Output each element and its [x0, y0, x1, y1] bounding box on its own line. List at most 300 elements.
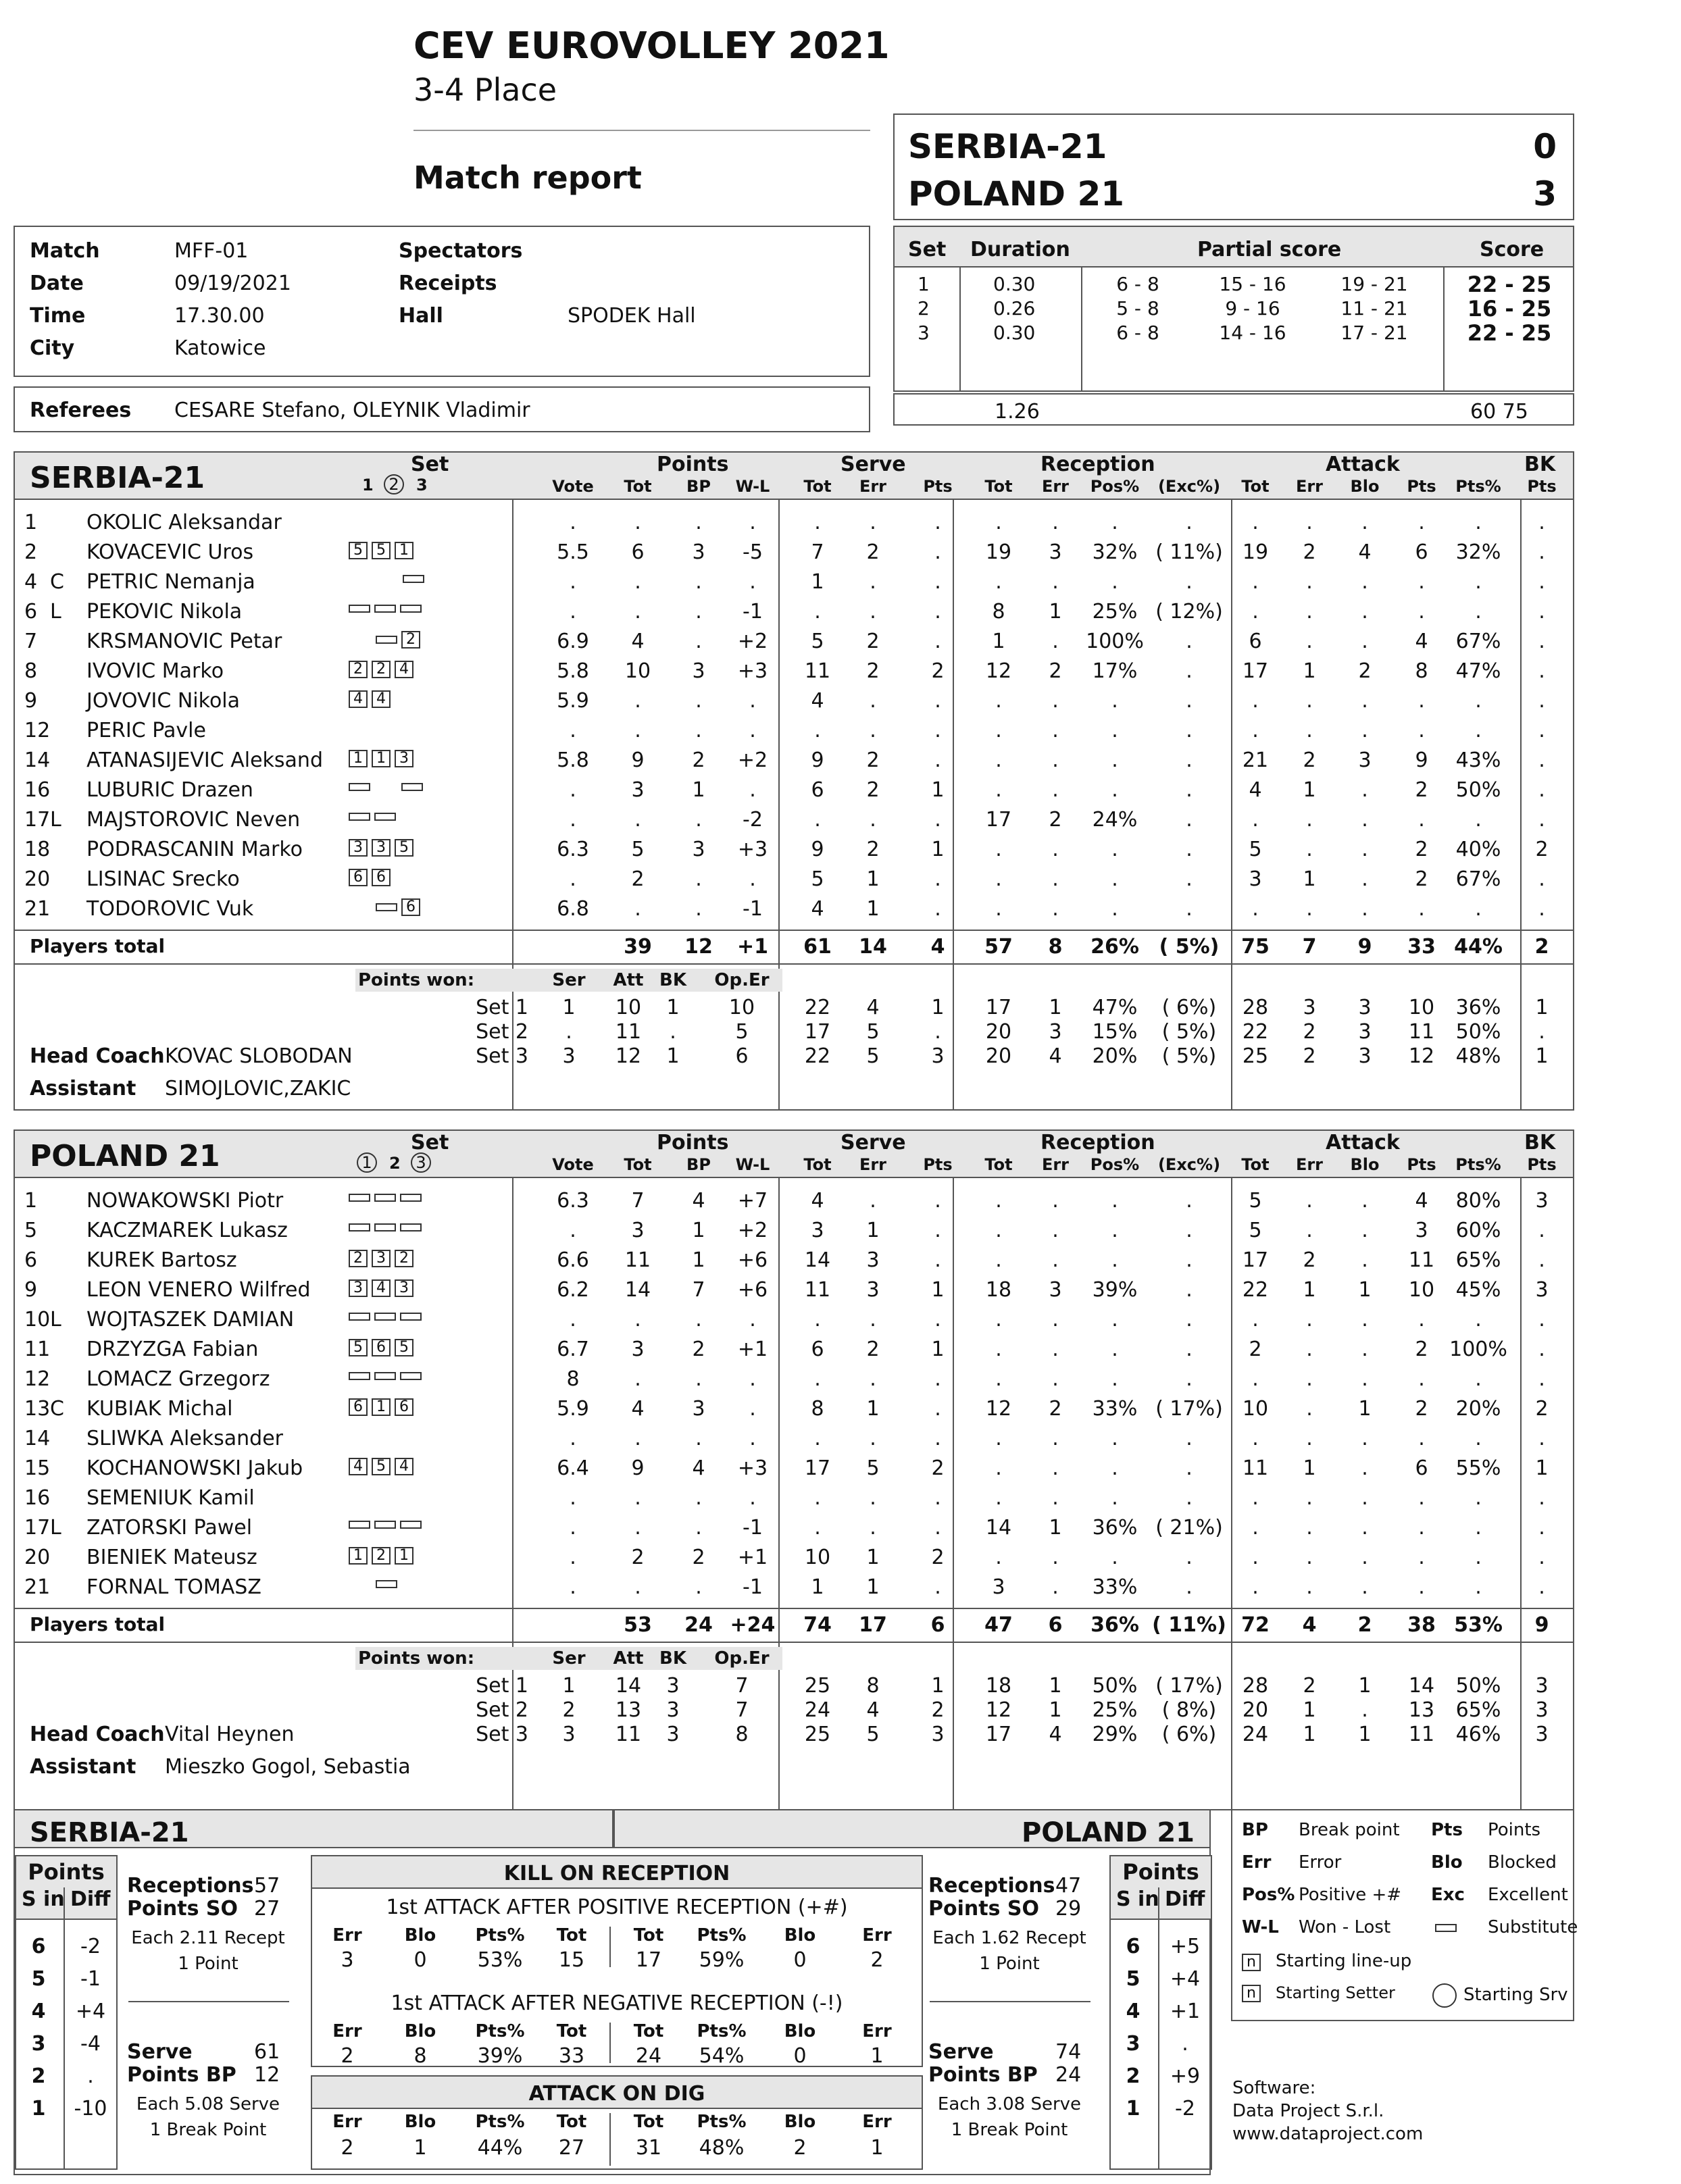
stat-cell: 4 [692, 1456, 705, 1480]
stat-cell: 67% [1455, 867, 1501, 891]
legend-lineup: Starting line-up [1276, 1951, 1412, 1971]
stat-cell: . [1361, 867, 1368, 891]
stat-cell: 1 [1303, 778, 1316, 802]
stat-cell: . [1538, 1367, 1545, 1391]
stat-cell: . [1306, 511, 1313, 534]
stat-cell: . [1052, 689, 1059, 713]
stat-cell: 6 [631, 540, 645, 564]
substitute-mark [349, 1372, 370, 1380]
kor-value: 54% [699, 2044, 745, 2068]
col-head-12: Err [1295, 1155, 1324, 1174]
player-name: TODOROVIC Vuk [86, 897, 254, 921]
stat-cell: . [1306, 570, 1313, 594]
player-set-positions [349, 1279, 418, 1297]
player-name: LOMACZ Grzegorz [86, 1367, 270, 1391]
stat-cell: -1 [743, 600, 763, 624]
stat-cell: 6 [1249, 630, 1262, 653]
rotation-position: 5 [372, 542, 391, 559]
stat-cell: . [695, 600, 702, 624]
set-stat-cell: 24 [804, 1698, 831, 1722]
stat-cell: 6 [1415, 1456, 1428, 1480]
stat-cell: . [1306, 1546, 1313, 1569]
player-name: OKOLIC Aleksandar [86, 511, 282, 534]
substitute-mark [349, 605, 370, 613]
stat-cell: . [1538, 659, 1545, 683]
player-number: 20 [24, 867, 51, 891]
player-name: KRSMANOVIC Petar [86, 630, 282, 653]
stat-cell: . [695, 1427, 702, 1450]
player-number: 5 [24, 1219, 38, 1242]
stat-cell: . [1252, 1516, 1259, 1540]
set-stat-cell: ( 5%) [1161, 1044, 1217, 1068]
rotation-diff: -1 [80, 1967, 101, 1991]
player-number: 17 [24, 808, 51, 832]
set-stat-cell: 25% [1092, 1698, 1138, 1722]
stat-cell: . [1361, 719, 1368, 742]
stat-cell: 32% [1092, 540, 1138, 564]
stat-cell: . [1475, 1516, 1482, 1540]
stat-cell: . [1538, 748, 1545, 772]
table-row [15, 897, 1573, 924]
assistant-name: Mieszko Gogol, Sebastia [165, 1755, 411, 1779]
player-number: 12 [24, 1367, 51, 1391]
rotation-position: 4 [372, 1279, 391, 1297]
empty-slot [349, 574, 372, 582]
set-stat-cell: 1 [1049, 1698, 1062, 1722]
aod-col-head: Blo [404, 2112, 436, 2132]
player-set-positions [349, 1488, 430, 1500]
stat-cell: 19 [985, 540, 1012, 564]
legend-desc: Substitute [1488, 1917, 1578, 1937]
kor-value: 53% [477, 1948, 523, 1972]
stat-cell: 1 [931, 838, 945, 861]
set-stat-cell: 4 [866, 1698, 880, 1722]
set-stat-cell: 5 [866, 1044, 880, 1068]
scoreboard-score-b: 3 [1533, 174, 1557, 213]
stat-cell: . [1475, 689, 1482, 713]
set-partial-3: 19 - 21 [1340, 273, 1408, 295]
set-partial-3: 11 - 21 [1340, 297, 1408, 320]
table-row [15, 1189, 1573, 1216]
kor-value: 15 [558, 1948, 585, 1972]
stat-cell: . [1361, 1219, 1368, 1242]
stat-cell: 5 [1249, 1189, 1262, 1213]
set-stat-cell: 46% [1455, 1723, 1501, 1746]
stat-cell: . [1186, 1248, 1193, 1272]
stat-cell: . [1186, 630, 1193, 653]
col-group-serve: Serve [840, 453, 906, 476]
stat-cell: 6.4 [557, 1456, 589, 1480]
points-won-head: Ser [552, 970, 586, 990]
set-row-label: Set 1 [476, 1674, 528, 1698]
total-cell: 6 [930, 1613, 945, 1637]
substitute-mark [349, 1194, 370, 1202]
totals-bottom-line [15, 963, 1573, 965]
kor-value: 24 [635, 2044, 662, 2068]
rotation-position: 4 [372, 690, 391, 708]
stat-cell: . [1538, 1308, 1545, 1331]
points-won-cell: 3 [666, 1723, 680, 1746]
stat-cell: . [1418, 1486, 1425, 1510]
player-role: L [50, 600, 61, 624]
kor-col-head: Err [332, 1925, 362, 1946]
stat-cell: . [1186, 1546, 1193, 1569]
stat-cell: 3 [1049, 540, 1062, 564]
rotation-position: 6 [401, 898, 420, 916]
legend-abbr: Pos% [1242, 1885, 1295, 1905]
set-duration: 0.30 [993, 322, 1036, 344]
set-stat-cell: 4 [1049, 1044, 1062, 1068]
aod-value: 2 [793, 2136, 807, 2160]
stat-cell: . [1252, 1308, 1259, 1331]
set-stat-cell: 5 [866, 1723, 880, 1746]
rotation-diff: +5 [1170, 1935, 1201, 1958]
player-set-positions [349, 661, 418, 678]
stat-cell: . [1252, 1427, 1259, 1450]
stat-cell: . [995, 867, 1002, 891]
stat-cell: . [570, 511, 576, 534]
stat-cell: . [570, 867, 576, 891]
player-set-positions [349, 809, 427, 822]
kor-col-head: Tot [633, 2021, 664, 2041]
set-stat-cell: 28 [1242, 1674, 1269, 1698]
stat-cell: 2 [931, 659, 945, 683]
player-number: 14 [24, 748, 51, 772]
stat-cell: 1 [1358, 1278, 1372, 1302]
aod-col-head: Pts% [475, 2112, 525, 2132]
rotation-diff: +1 [1170, 2000, 1201, 2023]
rotation-position: 5 [349, 1339, 368, 1356]
stat-cell: 5 [811, 630, 824, 653]
player-set-positions [349, 1220, 426, 1233]
rotation-position: 2 [395, 1250, 413, 1267]
player-number: 20 [24, 1546, 51, 1569]
rotation-position: 3 [395, 750, 413, 767]
stat-cell: 1 [866, 1219, 880, 1242]
match-date: 09/19/2021 [174, 272, 291, 295]
stat-cell: . [1252, 689, 1259, 713]
stat-cell: . [634, 1308, 641, 1331]
stat-cell: . [934, 1397, 941, 1421]
player-set-positions [349, 1369, 426, 1381]
referees-names: CESARE Stefano, OLEYNIK Vladimir [174, 399, 530, 422]
stat-cell: 2 [631, 1546, 645, 1569]
stat-cell: . [1361, 808, 1368, 832]
stat-cell: 17 [985, 808, 1012, 832]
rotation-position: 5 [395, 839, 413, 857]
stat-cell: . [1111, 748, 1118, 772]
stat-cell: . [870, 1516, 876, 1540]
stat-cell: . [1186, 808, 1193, 832]
rotation-number: 2 [1126, 2064, 1140, 2088]
stat-cell: . [1111, 1189, 1118, 1213]
stat-cell: . [695, 630, 702, 653]
serve-label: Serve [928, 2040, 994, 2064]
stat-cell: 6.8 [557, 897, 589, 921]
points-won-cell: 10 [728, 996, 755, 1019]
kor-value: 0 [793, 1948, 807, 1972]
set-stat-cell: 14 [1408, 1674, 1435, 1698]
points-won-head: Op.Er [714, 970, 770, 990]
col-head-16: Pts [1527, 477, 1557, 496]
stat-cell: . [695, 689, 702, 713]
stat-cell: 40% [1455, 838, 1501, 861]
stat-cell: . [1361, 1427, 1368, 1450]
stat-cell: . [1186, 748, 1193, 772]
each-recept-point: 1 Point [178, 1954, 239, 1974]
stat-cell: 8 [811, 1397, 824, 1421]
stat-cell: 4 [692, 1189, 705, 1213]
kor-col-head: Pts% [697, 1925, 747, 1946]
stat-cell: . [1186, 1575, 1193, 1599]
stat-cell: 5 [631, 838, 645, 861]
set-stat-cell: ( 17%) [1155, 1674, 1223, 1698]
sets-header-set: Set [908, 238, 947, 261]
stat-cell: . [1111, 778, 1118, 802]
stat-cell: . [1538, 1486, 1545, 1510]
points-won-cell: 3 [666, 1698, 680, 1722]
col-head-4: Tot [803, 477, 832, 496]
stat-cell: 1 [931, 778, 945, 802]
stat-cell: . [1538, 778, 1545, 802]
stat-cell: . [570, 1546, 576, 1569]
stat-cell: . [1186, 511, 1193, 534]
stat-cell: . [995, 1486, 1002, 1510]
receptions-value: 57 [254, 1874, 280, 1898]
points-won-cell: . [670, 1020, 676, 1044]
stat-cell: . [634, 897, 641, 921]
stat-cell: . [870, 1367, 876, 1391]
rotation-position: 6 [372, 869, 391, 886]
set-stat-cell: 65% [1455, 1698, 1501, 1722]
table-row [15, 540, 1573, 567]
aod-value: 1 [413, 2136, 427, 2160]
rotation-position: 3 [349, 839, 368, 857]
col-group-bk: BK [1524, 453, 1556, 476]
stat-cell: . [1186, 659, 1193, 683]
stat-cell: . [1186, 1456, 1193, 1480]
stat-cell: . [995, 570, 1002, 594]
table-row [15, 1278, 1573, 1305]
team-name: POLAND 21 [30, 1139, 220, 1173]
aod-col-head: Tot [556, 2112, 587, 2132]
stat-cell: +6 [737, 1248, 768, 1272]
empty-slot [349, 1579, 372, 1587]
stat-cell: . [1306, 1367, 1313, 1391]
total-cell: 7 [1302, 935, 1317, 959]
rotation-number: 4 [1126, 2000, 1140, 2023]
stat-cell: 6 [1415, 540, 1428, 564]
stat-cell: 2 [866, 659, 880, 683]
set-mark: 2 [389, 1154, 401, 1173]
stat-cell: . [1306, 1189, 1313, 1213]
set-stat-cell: 1 [931, 996, 945, 1019]
set-stat-cell: 15% [1092, 1020, 1138, 1044]
legend-abbr: Err [1242, 1852, 1272, 1873]
stat-cell: . [1306, 808, 1313, 832]
stat-cell: . [1052, 1308, 1059, 1331]
set-stat-cell: 48% [1455, 1044, 1501, 1068]
rotation-position: 3 [349, 1279, 368, 1297]
stat-cell: . [934, 808, 941, 832]
player-number: 10 [24, 1308, 51, 1331]
stat-cell: . [1186, 570, 1193, 594]
substitute-mark [403, 575, 424, 583]
stat-cell: . [570, 1427, 576, 1450]
stat-cell: 11 [1408, 1248, 1435, 1272]
stat-cell: 33% [1092, 1397, 1138, 1421]
points-won-cell: 1 [666, 996, 680, 1019]
stat-cell: . [934, 1486, 941, 1510]
aod-col-head: Blo [784, 2112, 816, 2132]
stat-cell: 5.5 [557, 540, 589, 564]
summary-team-b: POLAND 21 [1021, 1817, 1195, 1848]
kor-col-head: Blo [404, 2021, 436, 2041]
set-stat-cell: 4 [866, 996, 880, 1019]
player-set-positions [349, 601, 426, 614]
aod-value: 44% [477, 2136, 523, 2160]
player-number: 11 [24, 1338, 51, 1361]
table-row [15, 1308, 1573, 1335]
kor-title: KILL ON RECEPTION [503, 1862, 730, 1885]
stat-cell: . [995, 689, 1002, 713]
player-set-positions [349, 898, 424, 916]
set-stat-cell: . [934, 1020, 941, 1044]
set-stat-cell: 3 [1358, 1044, 1372, 1068]
player-set-positions [349, 1517, 426, 1530]
stat-cell: . [814, 719, 821, 742]
legend-desc: Error [1299, 1852, 1342, 1873]
aod-title: ATTACK ON DIG [528, 2082, 705, 2106]
table-row [15, 511, 1573, 538]
stat-cell: . [995, 1308, 1002, 1331]
each-recept-point: 1 Point [979, 1954, 1040, 1974]
substitute-mark [400, 1313, 422, 1321]
stat-cell: . [695, 897, 702, 921]
col-head-0: Vote [552, 1155, 594, 1174]
stat-cell: +2 [737, 630, 768, 653]
stat-cell: . [1186, 838, 1193, 861]
points-bp-label: Points BP [928, 2063, 1038, 2087]
stat-cell: 2 [1415, 1397, 1428, 1421]
stat-cell: . [1252, 1367, 1259, 1391]
legend-abbr: Pts [1431, 1820, 1463, 1840]
stat-cell: . [870, 719, 876, 742]
stat-cell: . [995, 897, 1002, 921]
set-stat-cell: 20 [985, 1020, 1012, 1044]
stat-cell: . [934, 1575, 941, 1599]
points-won-cell: 11 [615, 1020, 642, 1044]
stat-cell: . [934, 1219, 941, 1242]
head-coach-label: Head Coach [30, 1044, 165, 1068]
stat-cell: . [1418, 1575, 1425, 1599]
stat-cell: 3 [631, 1338, 645, 1361]
legend-abbr: BP [1242, 1820, 1268, 1840]
stat-cell: 2 [1415, 778, 1428, 802]
stat-cell: -5 [743, 540, 763, 564]
points-won-head: Op.Er [714, 1648, 770, 1669]
stat-cell: 2 [692, 1338, 705, 1361]
substitute-mark [349, 1521, 370, 1529]
player-role: C [50, 1397, 64, 1421]
kor-col-head: Blo [784, 2021, 816, 2041]
col-head-10: (Exc%) [1157, 477, 1221, 496]
stat-cell: . [1052, 630, 1059, 653]
stat-cell: . [634, 719, 641, 742]
col-group-points: Points [657, 453, 729, 476]
kor-subtitle: 1st ATTACK AFTER POSITIVE RECEPTION (+#) [386, 1896, 848, 1919]
stat-cell: ( 11%) [1155, 540, 1223, 564]
stat-cell: . [934, 1189, 941, 1213]
set-stat-cell: 47% [1092, 996, 1138, 1019]
stat-cell: . [1538, 689, 1545, 713]
substitute-mark [349, 813, 370, 821]
stat-cell: . [1111, 1338, 1118, 1361]
stat-cell: 2 [1415, 1338, 1428, 1361]
stat-cell: 4 [811, 689, 824, 713]
stat-cell: . [995, 1189, 1002, 1213]
total-cell: 6 [1048, 1613, 1063, 1637]
player-name: MAJSTOROVIC Neven [86, 808, 301, 832]
stat-cell: 3 [631, 1219, 645, 1242]
set-stat-cell: 17 [985, 1723, 1012, 1746]
set-stat-cell: 2 [931, 1698, 945, 1722]
stat-cell: . [1538, 600, 1545, 624]
player-name: KOVACEVIC Uros [86, 540, 254, 564]
set-stat-cell: 1 [1303, 1723, 1316, 1746]
stat-cell: . [695, 570, 702, 594]
empty-slot [349, 1430, 372, 1438]
player-number: 17 [24, 1516, 51, 1540]
player-set-positions [349, 1428, 430, 1441]
stat-cell: . [995, 838, 1002, 861]
empty-slot [395, 873, 418, 881]
col-head-2: BP [686, 477, 711, 496]
player-number: 9 [24, 1278, 38, 1302]
kor-value: 2 [870, 1948, 884, 1972]
stat-cell: 9 [1415, 748, 1428, 772]
stat-cell: . [1252, 719, 1259, 742]
stat-cell: . [1538, 1338, 1545, 1361]
s-in-label: S in [22, 1887, 65, 1911]
stat-cell: . [749, 719, 756, 742]
rotation-position: 6 [349, 869, 368, 886]
total-cell: 33 [1407, 935, 1436, 959]
stat-cell: . [749, 867, 756, 891]
stat-cell: . [1306, 689, 1313, 713]
stat-cell: . [814, 1516, 821, 1540]
stat-cell: 4 [1358, 540, 1372, 564]
col-head-14: Pts [1407, 1155, 1436, 1174]
legend-desc: Positive +# [1299, 1885, 1402, 1905]
rotation-position: 4 [395, 661, 413, 678]
substitute-mark [400, 1372, 422, 1380]
total-cell: ( 11%) [1152, 1613, 1226, 1637]
points-won-cell: 2 [562, 1698, 576, 1722]
substitute-mark [400, 1194, 422, 1202]
stat-cell: 1 [866, 1546, 880, 1569]
empty-slot [376, 722, 399, 730]
stat-cell: . [570, 808, 576, 832]
report-title: Match report [413, 159, 642, 196]
stat-cell: 3 [692, 540, 705, 564]
table-row [15, 1546, 1573, 1573]
stat-cell: . [1186, 778, 1193, 802]
stat-cell: . [1475, 1546, 1482, 1569]
empty-slot [349, 722, 372, 730]
stat-cell: . [1306, 719, 1313, 742]
stat-cell: . [1252, 600, 1259, 624]
